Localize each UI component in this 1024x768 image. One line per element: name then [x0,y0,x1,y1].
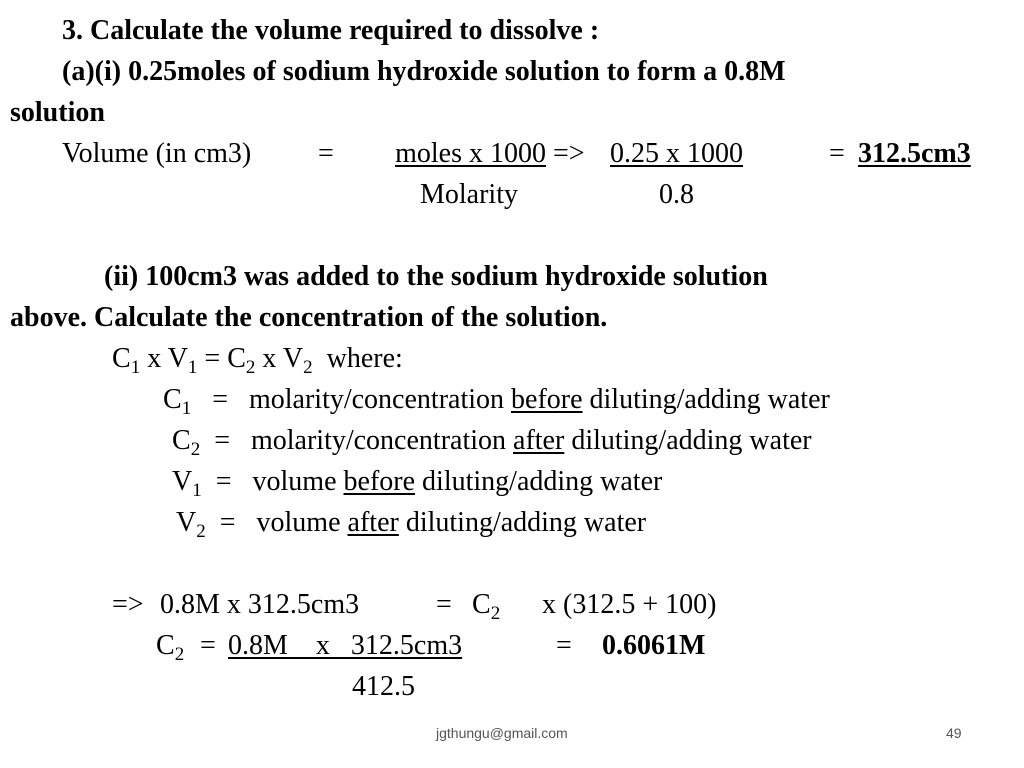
slide-number: 49 [946,725,962,741]
implies-arrow: => [553,138,585,169]
calc-left-side: 0.8M x 312.5cm3 [160,589,360,620]
calc2-equals: = [200,630,216,661]
calc2-c2: $C_2$ [156,630,185,665]
calc2-numerator: 0.8M x 312.5cm3 [228,630,463,661]
calc2-denominator: 412.5 [352,671,415,702]
calc-arrow: => [112,589,144,620]
calc-right-side: x (312.5 + 100) [542,589,717,620]
volume-equals: = [318,138,334,169]
volume-result: 312.5cm3 [858,138,971,169]
definition-v2: $V_2$ = volume after diluting/adding water [176,507,647,542]
definition-c1: $C_1$ = molarity/concentration before diluting/adding water [163,384,830,419]
calc-c2: $C_2$ [472,589,501,624]
part-ii-text-continued: above. Calculate the concentration of the solution. [10,302,608,333]
substituted-denominator: 0.8 [659,179,694,210]
footer-email: jgthungu@gmail.com [436,725,568,741]
part-ai-text-continued: solution [10,97,105,128]
calc2-result-equals: = [556,630,572,661]
part-ii-text: (ii) 100cm3 was added to the sodium hydroxide solution [104,261,768,292]
volume-label: Volume (in cm3) [62,138,252,169]
part-ai-text: (a)(i) 0.25moles of sodium hydroxide solution to form a 0.8M [62,56,786,87]
dilution-formula: $C_1$ x $V_1 = C_2$ x $V_2$ where: [112,343,403,378]
question-title: 3. Calculate the volume required to dissolve : [62,15,600,46]
concentration-result: 0.6061M [602,630,706,661]
definition-v1: $V_1$ = volume before diluting/adding water [172,466,663,501]
definition-c2: $C_2$ = molarity/concentration after diluting/adding water [172,425,812,460]
formula-denominator: Molarity [420,179,518,210]
result-equals: = [829,138,845,169]
formula-numerator: moles x 1000 [395,138,546,169]
substituted-numerator: 0.25 x 1000 [610,138,743,169]
calc-equals: = [436,589,452,620]
